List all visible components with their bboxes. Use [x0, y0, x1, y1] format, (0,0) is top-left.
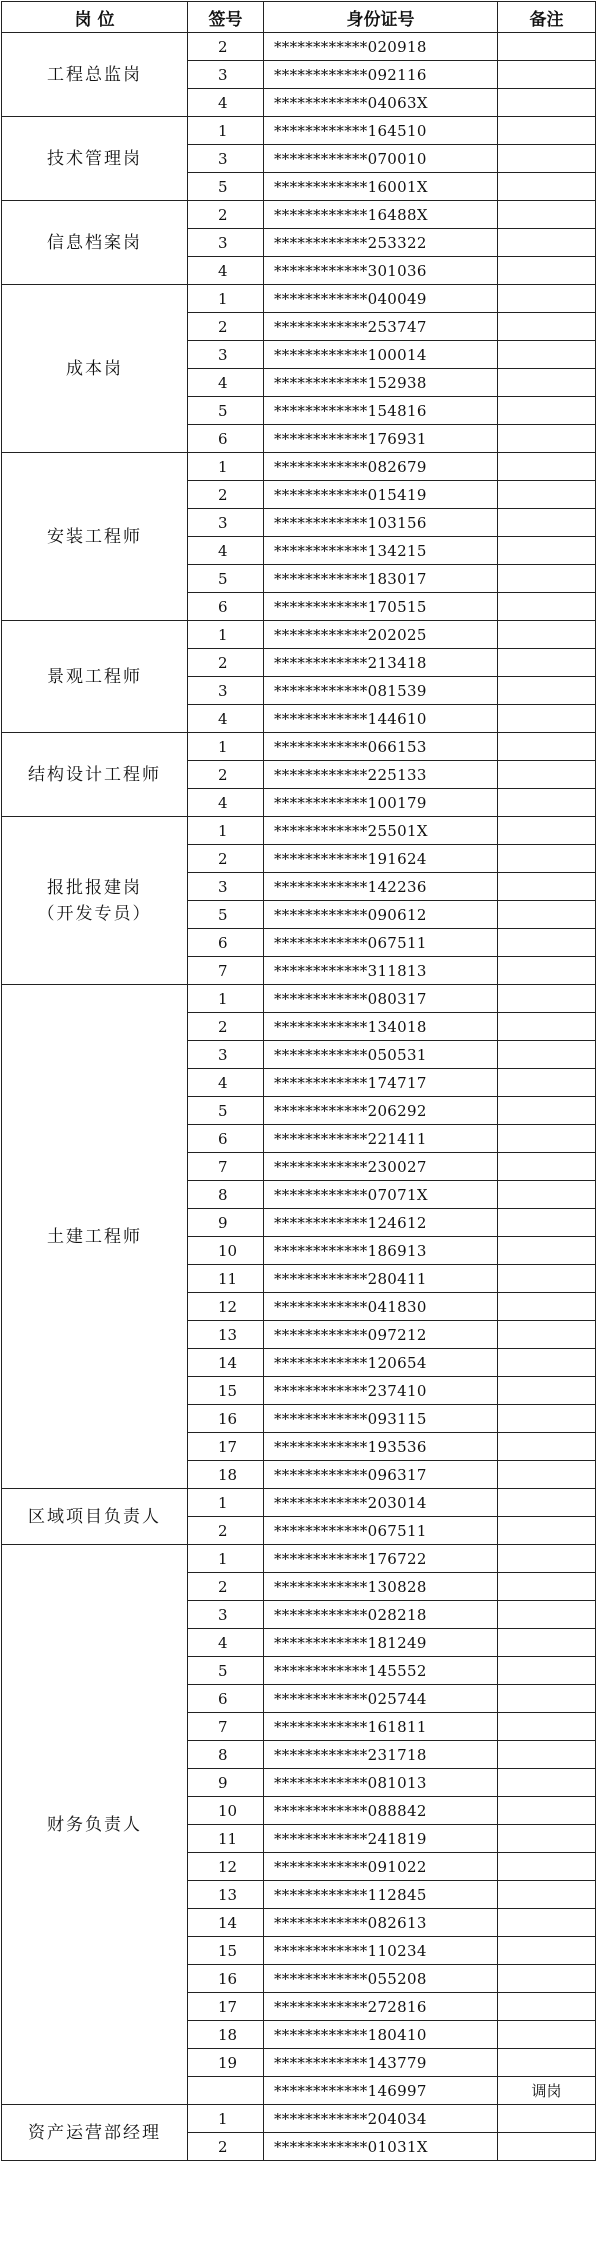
id-number-cell: ************145552: [264, 1657, 498, 1685]
id-number-cell: ************280411: [264, 1265, 498, 1293]
note-cell: [498, 761, 596, 789]
sign-number-cell: 5: [188, 173, 264, 201]
table-row: [2, 33, 596, 61]
note-cell: [498, 1685, 596, 1713]
note-cell: [498, 845, 596, 873]
id-number-cell: ************134215: [264, 537, 498, 565]
position-name: 土建工程师: [47, 1226, 142, 1247]
sign-number-cell: 3: [188, 873, 264, 901]
note-cell: [498, 1881, 596, 1909]
sign-number-cell: 4: [188, 89, 264, 117]
position-name: 景观工程师: [47, 666, 142, 687]
sign-number-cell: 4: [188, 1629, 264, 1657]
id-number-cell: ************204034: [264, 2105, 498, 2133]
id-number-cell: ************176931: [264, 425, 498, 453]
note-cell: [498, 397, 596, 425]
sign-number-cell: 14: [188, 1349, 264, 1377]
id-number-cell: ************100179: [264, 789, 498, 817]
note-cell: [498, 1601, 596, 1629]
id-number-cell: ************066153: [264, 733, 498, 761]
note-cell: [498, 929, 596, 957]
table-body: [2, 33, 596, 2161]
sign-number-cell: 2: [188, 313, 264, 341]
sign-number-cell: 2: [188, 481, 264, 509]
id-number-cell: ************088842: [264, 1797, 498, 1825]
table-row: [2, 453, 596, 481]
note-cell: [498, 285, 596, 313]
note-cell: [498, 1993, 596, 2021]
note-cell: [498, 2133, 596, 2161]
note-cell: [498, 873, 596, 901]
sign-number-cell: 4: [188, 537, 264, 565]
sign-number-cell: 3: [188, 145, 264, 173]
sign-number-cell: 17: [188, 1433, 264, 1461]
note-cell: [498, 369, 596, 397]
position-name: 工程总监岗: [47, 64, 142, 85]
sign-number-cell: 5: [188, 1097, 264, 1125]
sign-number-cell: 2: [188, 761, 264, 789]
id-number-cell: ************161811: [264, 1713, 498, 1741]
note-cell: [498, 1769, 596, 1797]
id-number-cell: ************067511: [264, 1517, 498, 1545]
sign-number-cell: [188, 2077, 264, 2105]
note-cell: [498, 1461, 596, 1489]
header-sign-number: 签号: [188, 2, 264, 33]
note-cell: [498, 117, 596, 145]
note-cell: [498, 1657, 596, 1685]
note-cell: [498, 985, 596, 1013]
id-number-cell: ************202025: [264, 621, 498, 649]
table-row: [2, 1489, 596, 1517]
position-name: 财务负责人: [47, 1814, 142, 1835]
sign-number-cell: 18: [188, 1461, 264, 1489]
note-cell: [498, 621, 596, 649]
sign-number-cell: 5: [188, 397, 264, 425]
id-number-cell: ************25501X: [264, 817, 498, 845]
id-number-cell: ************01031X: [264, 2133, 498, 2161]
position-cell: [2, 201, 188, 285]
note-cell: [498, 2105, 596, 2133]
id-number-cell: ************241819: [264, 1825, 498, 1853]
sign-number-cell: 4: [188, 1069, 264, 1097]
id-number-cell: ************096317: [264, 1461, 498, 1489]
position-name: 安装工程师: [47, 526, 142, 547]
sign-number-cell: 5: [188, 901, 264, 929]
note-cell: [498, 649, 596, 677]
id-number-cell: ************097212: [264, 1321, 498, 1349]
id-number-cell: ************093115: [264, 1405, 498, 1433]
table-row: [2, 201, 596, 229]
id-number-cell: ************272816: [264, 1993, 498, 2021]
note-cell: [498, 705, 596, 733]
id-number-cell: ************091022: [264, 1853, 498, 1881]
id-number-cell: ************092116: [264, 61, 498, 89]
sign-number-cell: 2: [188, 2133, 264, 2161]
note-cell: [498, 677, 596, 705]
position-name: 报批报建岗: [47, 877, 142, 898]
note-cell: [498, 1937, 596, 1965]
position-cell: [2, 33, 188, 117]
sign-number-cell: 1: [188, 2105, 264, 2133]
sign-number-cell: 2: [188, 1573, 264, 1601]
note-cell: [498, 313, 596, 341]
id-number-cell: ************020918: [264, 33, 498, 61]
position-cell: [2, 733, 188, 817]
sign-number-cell: 2: [188, 1517, 264, 1545]
id-number-cell: ************110234: [264, 1937, 498, 1965]
id-number-cell: ************028218: [264, 1601, 498, 1629]
note-cell: [498, 593, 596, 621]
sign-number-cell: 1: [188, 1489, 264, 1517]
note-cell: [498, 425, 596, 453]
note-cell: [498, 1629, 596, 1657]
sign-number-cell: 10: [188, 1797, 264, 1825]
position-cell: [2, 621, 188, 733]
note-cell: [498, 1069, 596, 1097]
id-number-cell: ************301036: [264, 257, 498, 285]
note-cell: [498, 901, 596, 929]
id-number-cell: ************100014: [264, 341, 498, 369]
id-number-cell: ************07071X: [264, 1181, 498, 1209]
sign-number-cell: 13: [188, 1881, 264, 1909]
id-number-cell: ************154816: [264, 397, 498, 425]
sign-number-cell: 1: [188, 285, 264, 313]
sign-number-cell: 9: [188, 1769, 264, 1797]
position-name: 区域项目负责人: [28, 1506, 161, 1527]
note-cell: [498, 229, 596, 257]
note-cell: [498, 453, 596, 481]
sign-number-cell: 16: [188, 1965, 264, 1993]
sign-number-cell: 1: [188, 453, 264, 481]
id-number-cell: ************142236: [264, 873, 498, 901]
id-number-cell: ************237410: [264, 1377, 498, 1405]
sign-number-cell: 1: [188, 733, 264, 761]
sign-number-cell: 6: [188, 425, 264, 453]
position-subtitle: （开发专员）: [37, 903, 152, 924]
sign-number-cell: 4: [188, 369, 264, 397]
note-cell: [498, 537, 596, 565]
note-cell: [498, 509, 596, 537]
note-cell: [498, 1797, 596, 1825]
position-cell: [2, 453, 188, 621]
position-cell: [2, 817, 188, 985]
id-number-cell: ************050531: [264, 1041, 498, 1069]
position-cell: [2, 2105, 188, 2161]
sign-number-cell: 16: [188, 1405, 264, 1433]
sign-number-cell: 6: [188, 1685, 264, 1713]
sign-number-cell: 11: [188, 1825, 264, 1853]
note-cell: [498, 1545, 596, 1573]
id-number-cell: ************090612: [264, 901, 498, 929]
sign-number-cell: 10: [188, 1237, 264, 1265]
id-number-cell: ************180410: [264, 2021, 498, 2049]
position-name: 信息档案岗: [47, 232, 142, 253]
id-number-cell: ************174717: [264, 1069, 498, 1097]
note-cell: [498, 1153, 596, 1181]
id-number-cell: ************193536: [264, 1433, 498, 1461]
sign-number-cell: 9: [188, 1209, 264, 1237]
table-row: [2, 285, 596, 313]
note-cell: [498, 1713, 596, 1741]
note-cell: [498, 1489, 596, 1517]
candidate-table: [1, 1, 596, 2161]
id-number-cell: ************124612: [264, 1209, 498, 1237]
sign-number-cell: 5: [188, 1657, 264, 1685]
sign-number-cell: 8: [188, 1741, 264, 1769]
id-number-cell: ************176722: [264, 1545, 498, 1573]
sign-number-cell: 3: [188, 61, 264, 89]
note-cell: [498, 1181, 596, 1209]
id-number-cell: ************186913: [264, 1237, 498, 1265]
sign-number-cell: 6: [188, 929, 264, 957]
sign-number-cell: 3: [188, 341, 264, 369]
note-cell: [498, 817, 596, 845]
sign-number-cell: 6: [188, 593, 264, 621]
note-cell: [498, 1853, 596, 1881]
table-row: [2, 2105, 596, 2133]
id-number-cell: ************231718: [264, 1741, 498, 1769]
id-number-cell: ************04063X: [264, 89, 498, 117]
position-name: 结构设计工程师: [28, 764, 161, 785]
id-number-cell: ************120654: [264, 1349, 498, 1377]
id-number-cell: ************164510: [264, 117, 498, 145]
id-number-cell: ************112845: [264, 1881, 498, 1909]
table-row: [2, 117, 596, 145]
table-row: [2, 985, 596, 1013]
note-cell: [498, 257, 596, 285]
id-number-cell: ************067511: [264, 929, 498, 957]
id-number-cell: ************103156: [264, 509, 498, 537]
id-number-cell: ************213418: [264, 649, 498, 677]
id-number-cell: ************055208: [264, 1965, 498, 1993]
note-cell: [498, 1041, 596, 1069]
sign-number-cell: 15: [188, 1937, 264, 1965]
sign-number-cell: 11: [188, 1265, 264, 1293]
sign-number-cell: 1: [188, 817, 264, 845]
id-number-cell: ************152938: [264, 369, 498, 397]
table-row: [2, 1545, 596, 1573]
position-cell: [2, 985, 188, 1489]
sign-number-cell: 5: [188, 565, 264, 593]
id-number-cell: ************311813: [264, 957, 498, 985]
id-number-cell: ************144610: [264, 705, 498, 733]
position-name: 成本岗: [66, 358, 123, 379]
table-row: [2, 733, 596, 761]
note-cell: [498, 1377, 596, 1405]
sign-number-cell: 12: [188, 1293, 264, 1321]
note-cell: [498, 1265, 596, 1293]
sign-number-cell: 1: [188, 117, 264, 145]
sign-number-cell: 2: [188, 649, 264, 677]
note-cell: [498, 481, 596, 509]
note-cell: [498, 1293, 596, 1321]
position-cell: [2, 1489, 188, 1545]
note-cell: [498, 1573, 596, 1601]
note-cell: [498, 1209, 596, 1237]
position-name: 资产运营部经理: [28, 2122, 161, 2143]
id-number-cell: ************16001X: [264, 173, 498, 201]
id-number-cell: ************191624: [264, 845, 498, 873]
position-cell: [2, 1545, 188, 2105]
position-cell: [2, 285, 188, 453]
id-number-cell: ************015419: [264, 481, 498, 509]
sign-number-cell: 4: [188, 705, 264, 733]
note-cell: [498, 1237, 596, 1265]
note-cell: [498, 1097, 596, 1125]
note-cell: 调岗: [498, 2077, 596, 2105]
note-cell: [498, 61, 596, 89]
note-cell: [498, 33, 596, 61]
id-number-cell: ************253747: [264, 313, 498, 341]
id-number-cell: ************143779: [264, 2049, 498, 2077]
id-number-cell: ************134018: [264, 1013, 498, 1041]
sign-number-cell: 15: [188, 1377, 264, 1405]
note-cell: [498, 2021, 596, 2049]
note-cell: [498, 89, 596, 117]
note-cell: [498, 1125, 596, 1153]
sign-number-cell: 7: [188, 1713, 264, 1741]
sign-number-cell: 3: [188, 229, 264, 257]
sign-number-cell: 6: [188, 1125, 264, 1153]
table-row: [2, 817, 596, 845]
note-cell: [498, 1909, 596, 1937]
note-cell: [498, 341, 596, 369]
id-number-cell: ************146997: [264, 2077, 498, 2105]
note-cell: [498, 1349, 596, 1377]
sign-number-cell: 1: [188, 985, 264, 1013]
sign-number-cell: 3: [188, 509, 264, 537]
id-number-cell: ************082613: [264, 1909, 498, 1937]
id-number-cell: ************082679: [264, 453, 498, 481]
header-id-number: 身份证号: [264, 2, 498, 33]
note-cell: [498, 1321, 596, 1349]
sign-number-cell: 4: [188, 257, 264, 285]
sign-number-cell: 3: [188, 1041, 264, 1069]
position-cell: [2, 117, 188, 201]
sign-number-cell: 3: [188, 1601, 264, 1629]
sign-number-cell: 2: [188, 33, 264, 61]
sign-number-cell: 1: [188, 1545, 264, 1573]
sign-number-cell: 8: [188, 1181, 264, 1209]
note-cell: [498, 1741, 596, 1769]
id-number-cell: ************183017: [264, 565, 498, 593]
header-note: 备注: [498, 2, 596, 33]
sign-number-cell: 14: [188, 1909, 264, 1937]
note-cell: [498, 173, 596, 201]
id-number-cell: ************225133: [264, 761, 498, 789]
id-number-cell: ************025744: [264, 1685, 498, 1713]
header-row: [2, 2, 596, 33]
id-number-cell: ************181249: [264, 1629, 498, 1657]
note-cell: [498, 1433, 596, 1461]
note-cell: [498, 145, 596, 173]
id-number-cell: ************203014: [264, 1489, 498, 1517]
position-name: 技术管理岗: [47, 148, 142, 169]
note-cell: [498, 1825, 596, 1853]
id-number-cell: ************221411: [264, 1125, 498, 1153]
note-cell: [498, 565, 596, 593]
table-row: [2, 621, 596, 649]
note-cell: [498, 2049, 596, 2077]
sign-number-cell: 13: [188, 1321, 264, 1349]
sign-number-cell: 2: [188, 1013, 264, 1041]
sign-number-cell: 19: [188, 2049, 264, 2077]
sign-number-cell: 12: [188, 1853, 264, 1881]
sign-number-cell: 3: [188, 677, 264, 705]
note-cell: [498, 789, 596, 817]
id-number-cell: ************070010: [264, 145, 498, 173]
id-number-cell: ************16488X: [264, 201, 498, 229]
note-cell: [498, 1517, 596, 1545]
note-cell: [498, 957, 596, 985]
note-cell: [498, 1013, 596, 1041]
sign-number-cell: 7: [188, 1153, 264, 1181]
sign-number-cell: 7: [188, 957, 264, 985]
id-number-cell: ************230027: [264, 1153, 498, 1181]
id-number-cell: ************130828: [264, 1573, 498, 1601]
id-number-cell: ************080317: [264, 985, 498, 1013]
sign-number-cell: 18: [188, 2021, 264, 2049]
id-number-cell: ************081539: [264, 677, 498, 705]
id-number-cell: ************253322: [264, 229, 498, 257]
sign-number-cell: 4: [188, 789, 264, 817]
id-number-cell: ************206292: [264, 1097, 498, 1125]
id-number-cell: ************081013: [264, 1769, 498, 1797]
note-cell: [498, 1965, 596, 1993]
note-cell: [498, 201, 596, 229]
id-number-cell: ************041830: [264, 1293, 498, 1321]
note-cell: [498, 1405, 596, 1433]
id-number-cell: ************040049: [264, 285, 498, 313]
sign-number-cell: 2: [188, 201, 264, 229]
header-position: 岗 位: [2, 2, 188, 33]
sign-number-cell: 17: [188, 1993, 264, 2021]
sign-number-cell: 2: [188, 845, 264, 873]
sign-number-cell: 1: [188, 621, 264, 649]
id-number-cell: ************170515: [264, 593, 498, 621]
note-cell: [498, 733, 596, 761]
